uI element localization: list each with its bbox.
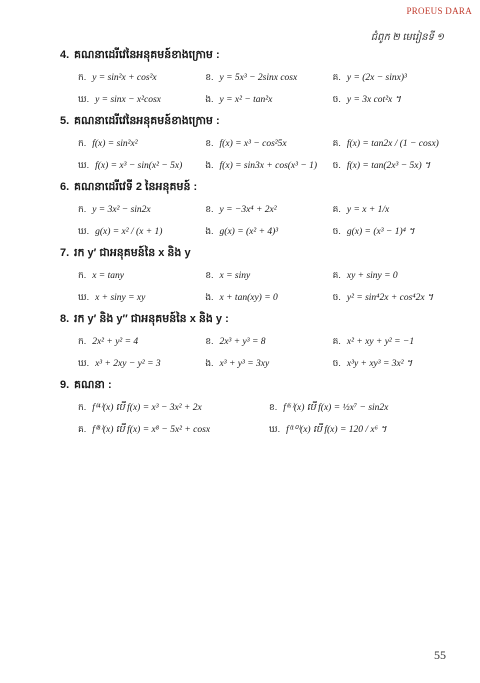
exercise-row [78,70,460,86]
math-expression: f(x) = x³ − sin(x² − 5x) [95,160,183,171]
math-expression: f⁽¹⁰⁾(x) បើ f(x) = 120 / x⁶ ។ [286,425,387,435]
exercise-item [333,159,460,173]
exercise-row [78,290,460,306]
math-expression: 2x³ + y³ = 8 [219,336,266,347]
exercise-number: 4. [60,49,70,61]
item-label: ក. [78,335,87,346]
exercise-item [205,336,332,349]
exercise-number: 7. [60,247,70,259]
item-label: គ. [332,203,341,214]
exercise-item [78,270,205,283]
item-label: ង. [205,357,214,368]
item-label: គ. [78,424,87,434]
math-expression: y = (2x − sinx)³ [346,72,407,83]
exercise-item [333,357,460,371]
math-expression: x³ + y³ = 3xy [219,358,270,369]
exercise-item [269,401,460,415]
header-brand: PROEUS DARA [406,6,472,16]
item-label: ឃ. [78,357,90,368]
exercise-item [78,160,205,173]
math-expression: x² + xy + y² = −1 [346,336,415,347]
exercise-item [205,160,332,173]
exercise-item [78,138,205,151]
exercise-item [205,138,332,151]
math-expression: xy + siny = 0 [346,270,398,281]
exercise-row [78,136,460,152]
exercise-item [205,270,332,283]
item-label: ខ. [269,402,278,412]
item-label: ក. [78,71,87,82]
math-expression: f⁽⁶⁾(x) បើ f(x) = ½x⁷ − sin2x [283,403,389,413]
item-label: ខ. [205,269,214,280]
exercise-title [60,48,460,64]
exercise-instruction: រក y′ ជាអនុគមន៍នៃ x និង y [74,247,191,259]
math-expression: f(x) = sin²x² [92,138,138,149]
exercise-item [333,138,460,151]
exercise-item [78,401,269,415]
math-expression: f⁽⁸⁾(x) បើ f(x) = x⁸ − 5x² + cosx [92,425,211,435]
exercise-item [78,358,205,371]
item-label: ឃ. [78,93,90,104]
math-expression: f(x) = tan2x / (1 − cosx) [346,138,439,149]
exercise-item [333,204,460,217]
math-expression: g(x) = (x³ − 1)⁴ ។ [346,227,415,237]
exercise-row [78,158,460,174]
exercise-item [333,270,460,283]
math-expression: y = 5x³ − 2sinx cosx [219,72,298,83]
math-expression: y = 3x² − sin2x [92,204,151,215]
exercise-item [269,423,460,437]
math-expression: x + tan(xy) = 0 [219,292,278,303]
math-expression: f⁽⁴⁾(x) បើ f(x) = x³ − 3x² + 2x [92,403,202,413]
exercise-section [60,180,460,240]
exercise-instruction: គណនាដេរីវេនៃអនុគមន៍ខាងក្រោម : [74,115,220,127]
item-label: គ. [332,71,341,82]
item-label: ឃ. [269,424,281,434]
exercise-section [60,378,460,438]
exercise-item [333,336,460,349]
item-label: ង. [205,291,214,302]
exercise-title [60,246,460,262]
item-label: ខ. [205,137,214,148]
exercise-item [205,358,332,371]
math-expression: y = x + 1/x [346,204,390,215]
math-expression: y = x² − tan²x [219,94,273,105]
item-label: ខ. [205,335,214,346]
math-expression: y = 3x cot²x ។ [346,95,401,105]
exercise-title [60,114,460,130]
exercise-item [78,72,205,85]
exercise-section [60,114,460,174]
math-expression: y = sin²x + cos²x [92,72,157,83]
exercise-item [333,291,460,305]
exercise-item [78,226,205,239]
item-label: ច. [332,94,341,104]
math-expression: x = tany [92,270,124,281]
exercise-row [78,268,460,284]
exercise-item [333,93,460,107]
item-label: ច. [332,292,341,302]
exercise-item [78,204,205,217]
exercise-item [205,94,332,107]
item-label: ក. [78,203,87,214]
math-expression: f(x) = x³ − cos²5x [219,138,287,149]
math-expression: x³ + 2xy − y² = 3 [95,358,161,369]
exercise-instruction: រក y′ និង y″ ជាអនុគមន៍នៃ x និង y : [74,313,229,325]
math-expression: x = siny [219,270,251,281]
item-label: ង. [205,159,214,170]
math-expression: y = sinx − x²cosx [95,94,161,105]
exercise-item [205,72,332,85]
item-label: ឃ. [78,225,90,236]
chapter-header: ជំពូក ២ មេរៀនទី ១ [370,32,444,43]
item-label: ខ. [205,71,214,82]
page-number: 55 [434,648,446,662]
math-expression: y² = sin⁴2x + cos⁴2x ។ [346,293,434,303]
item-label: គ. [332,335,341,346]
item-label: គ. [332,137,341,148]
exercise-row [78,422,460,438]
exercise-item [205,292,332,305]
item-label: ឃ. [78,291,90,302]
exercise-item [205,226,332,239]
math-expression: 2x² + y² = 4 [92,336,139,347]
item-label: ច. [332,160,341,170]
exercise-title [60,180,460,196]
exercise-section [60,246,460,306]
exercise-number: 5. [60,115,70,127]
exercise-row [78,400,460,416]
math-expression: x³y + xy³ = 3x² ។ [346,359,413,369]
exercise-item [78,423,269,437]
exercise-instruction: គណនាដេរីវេនៃអនុគមន៍ខាងក្រោម : [74,49,220,61]
item-label: ក. [78,269,87,280]
exercise-instruction: គណនា : [74,379,112,391]
item-label: ច. [332,226,341,236]
exercise-title [60,312,460,328]
math-expression: f(x) = tan(2x³ − 5x) ។ [346,161,431,171]
item-label: ខ. [205,203,214,214]
exercise-item [78,336,205,349]
exercise-item [205,204,332,217]
exercise-row [78,224,460,240]
exercise-row [78,92,460,108]
exercise-item [333,72,460,85]
exercise-section [60,312,460,372]
item-label: ឃ. [78,159,90,170]
exercise-row [78,356,460,372]
exercise-section [60,48,460,108]
exercise-item [78,94,205,107]
exercise-row [78,334,460,350]
exercise-row [78,202,460,218]
exercise-item [78,292,205,305]
math-expression: f(x) = sin3x + cos(x³ − 1) [219,160,318,171]
item-label: ង. [205,225,214,236]
exercise-instruction: គណនាដេរីវេទី 2 នៃអនុគមន៍ : [74,181,198,193]
math-expression: y = −3x⁴ + 2x² [219,204,277,215]
exercise-number: 9. [60,379,70,391]
exercise-number: 8. [60,313,70,325]
math-expression: g(x) = x² / (x + 1) [95,226,163,237]
item-label: ង. [205,93,214,104]
math-expression: g(x) = (x² + 4)³ [219,226,279,237]
item-label: គ. [332,269,341,280]
exercise-number: 6. [60,181,70,193]
exercise-title [60,378,460,394]
math-expression: x + siny = xy [95,292,146,303]
exercise-item [333,225,460,239]
item-label: ក. [78,137,87,148]
exercise-content [60,46,460,444]
item-label: ក. [78,402,87,412]
item-label: ច. [332,358,341,368]
